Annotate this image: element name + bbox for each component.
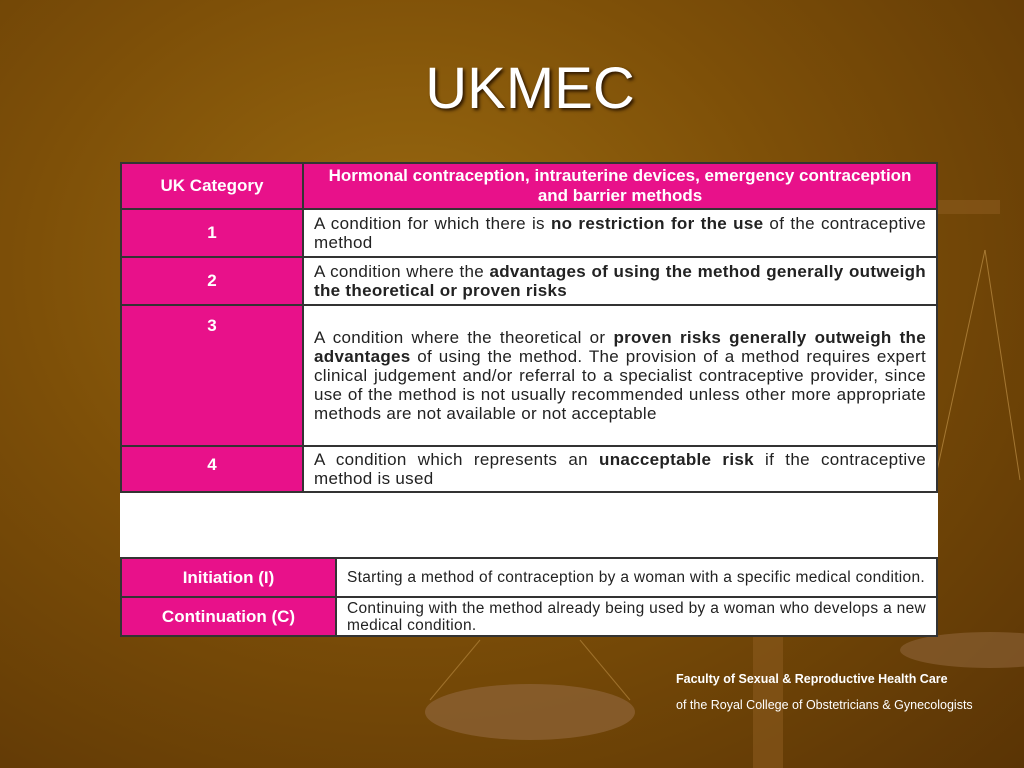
definition-text: Starting a method of contraception by a woman with a specific medical condition.	[336, 558, 937, 597]
table-row	[121, 305, 937, 446]
header-uk-category: UK Category	[121, 163, 303, 209]
category-description	[303, 305, 937, 446]
category-description	[303, 209, 937, 257]
emphasized-text: advantages of using the method generally outweigh the theoretical or proven risks	[314, 262, 926, 300]
category-number: 4	[121, 446, 303, 492]
footer-line-2: of the Royal College of Obstetricians & Gynecologists	[676, 698, 973, 712]
emphasized-text: proven risks generally outweigh the advantages	[314, 328, 926, 366]
ukmec-category-table	[120, 162, 938, 493]
definitions-table	[120, 557, 938, 637]
table-header-row	[121, 163, 937, 209]
category-number: 2	[121, 257, 303, 305]
footer-credit	[676, 672, 1006, 712]
table-row	[121, 446, 937, 492]
category-description	[303, 257, 937, 305]
description-text: of using the method. The provision of a method requires expert clinical judgement and/or referral to a specialist contraceptive provider, since use of the method is not usually recommended unless other more appropriate methods are not available or not acceptable	[314, 347, 926, 423]
emphasized-text: no restriction for the use	[550, 214, 764, 233]
blank-area	[120, 493, 938, 557]
description-text: A condition where the	[314, 262, 490, 281]
emphasized-text: unacceptable risk	[599, 450, 754, 469]
description-text: A condition which represents an	[314, 450, 600, 469]
table-row	[121, 257, 937, 305]
description-text: A condition where the theoretical or	[314, 328, 614, 347]
slide-title: UKMEC	[425, 56, 635, 121]
table-row	[121, 558, 937, 597]
category-number: 1	[121, 209, 303, 257]
definition-text: Continuing with the method already being used by a woman who develops a new medical condition.	[336, 597, 937, 636]
table-row	[121, 209, 937, 257]
description-text: if the contraceptive method is used	[314, 450, 926, 488]
definition-term: Initiation (I)	[121, 558, 336, 597]
header-methods: Hormonal contraception, intrauterine devices, emergency contraception and barrier methods	[303, 163, 937, 209]
category-description	[303, 446, 937, 492]
description-text: of the contraceptive method	[314, 214, 926, 252]
definition-term: Continuation (C)	[121, 597, 336, 636]
table-row	[121, 597, 937, 636]
description-text: A condition for which there is	[314, 214, 551, 233]
footer-line-1: Faculty of Sexual & Reproductive Health Care	[676, 672, 948, 686]
category-number: 3	[121, 305, 303, 446]
